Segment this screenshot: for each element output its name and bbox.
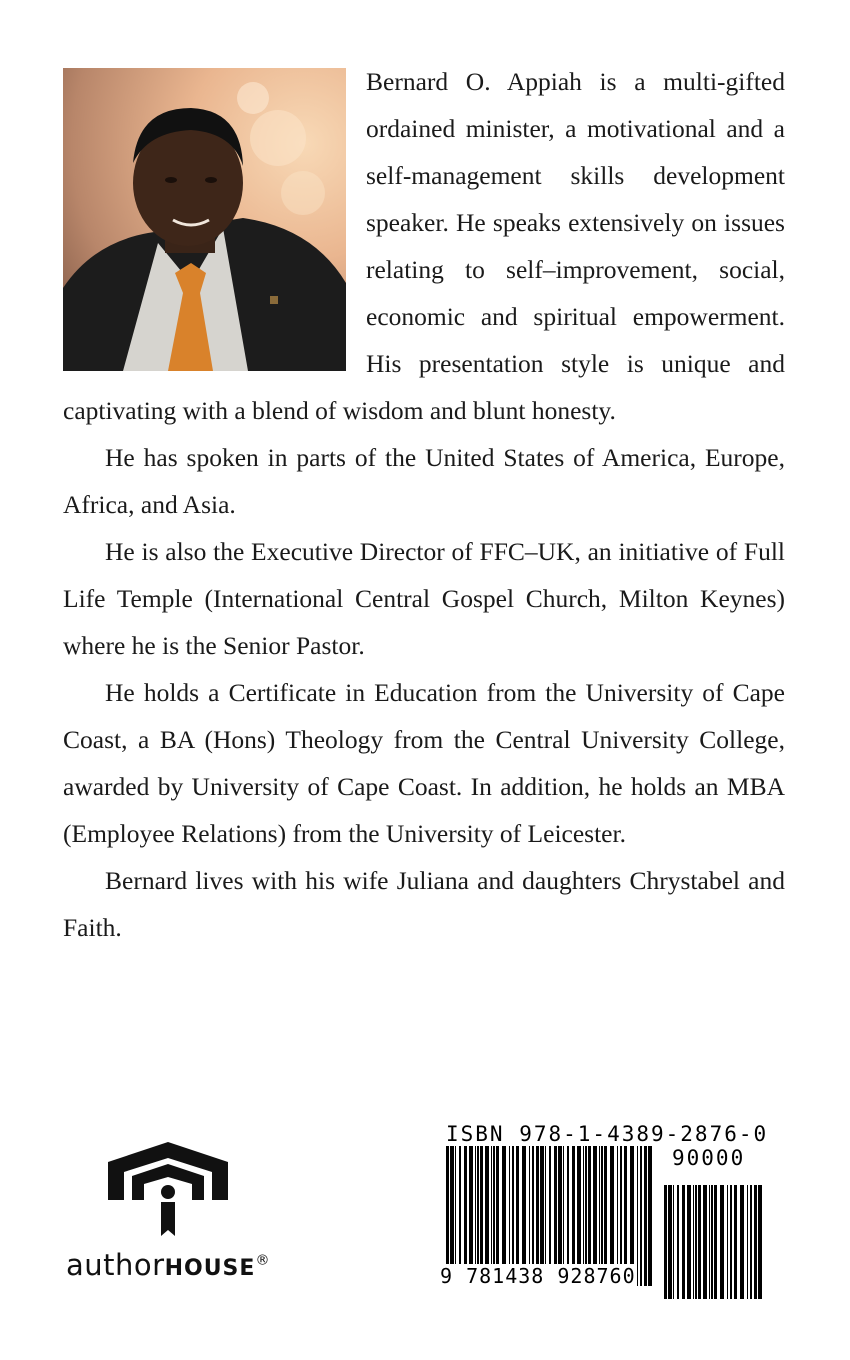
publisher-name <box>66 1248 286 1282</box>
price-code: 90000 <box>672 1146 746 1170</box>
barcode-bar <box>695 1185 697 1299</box>
isbn-label: ISBN 978-1-4389-2876-0 <box>446 1122 769 1146</box>
addon-barcode-bars <box>664 1172 764 1312</box>
barcode-bar <box>734 1185 737 1299</box>
barcode-bar <box>703 1185 707 1299</box>
barcode-bar <box>720 1185 724 1299</box>
bio-paragraph-2: He has spoken in parts of the United States of America, Europe, Africa, and Asia. <box>63 443 785 519</box>
barcode-bar <box>637 1146 638 1286</box>
bio-paragraph-3: He is also the Executive Director of FFC–UK, an initiative of Full Life Temple (International Central Gospel Church, Milton Keynes) where he is the Senior Pastor. <box>63 537 785 660</box>
barcode-bar <box>698 1185 701 1299</box>
author-photo <box>63 68 346 371</box>
barcode-bar <box>711 1185 713 1299</box>
barcode-bar <box>668 1185 672 1299</box>
barcode-bar <box>754 1185 757 1299</box>
bio-paragraph-5: Bernard lives with his wife Juliana and daughters Chrystabel and Faith. <box>63 866 785 942</box>
barcode-bar <box>644 1146 647 1286</box>
house-logo-icon <box>106 1140 231 1240</box>
publisher-name-part1: author <box>66 1248 165 1282</box>
author-bio <box>63 58 785 951</box>
barcode-bar <box>714 1185 717 1299</box>
barcode-digits: 9 781438 928760 <box>440 1264 636 1288</box>
publisher-logo <box>66 1140 281 1290</box>
publisher-name-part2: HOUSE <box>164 1256 256 1281</box>
barcode-bar <box>740 1185 744 1299</box>
barcode-bar <box>693 1185 694 1299</box>
barcode-bar <box>727 1185 728 1299</box>
bio-paragraph-1: Bernard O. Appiah is a multi-gifted ordained minister, a motivational and a self-management skills development speaker. He speaks extensively on issues relating to self–improvement, social, economic and spiritual empowerment. His presentation style is unique and captivating with a blend of wisdom and blunt honesty. <box>63 67 785 425</box>
barcode-bar <box>687 1185 691 1299</box>
barcode-bar <box>648 1146 652 1286</box>
registered-mark: ® <box>255 1252 270 1269</box>
barcode-bar <box>709 1185 710 1299</box>
barcode-bar <box>758 1185 762 1299</box>
barcode-bar <box>640 1146 642 1286</box>
barcode-bar <box>730 1185 732 1299</box>
barcode-bar <box>673 1185 674 1299</box>
barcode-bar <box>664 1185 667 1299</box>
barcode-bar <box>677 1185 679 1299</box>
barcode-bar <box>682 1185 685 1299</box>
barcode-bar <box>747 1185 748 1299</box>
isbn-barcode <box>440 1122 770 1292</box>
bio-paragraph-4: He holds a Certificate in Education from the University of Cape Coast, a BA (Hons) Theology from the Central University College, awarded by University of Cape Coast. In addition, he holds an MBA (Employee Relations) from the University of Leicester. <box>63 678 785 848</box>
portrait-illustration <box>63 68 346 371</box>
barcode-bar <box>750 1185 752 1299</box>
